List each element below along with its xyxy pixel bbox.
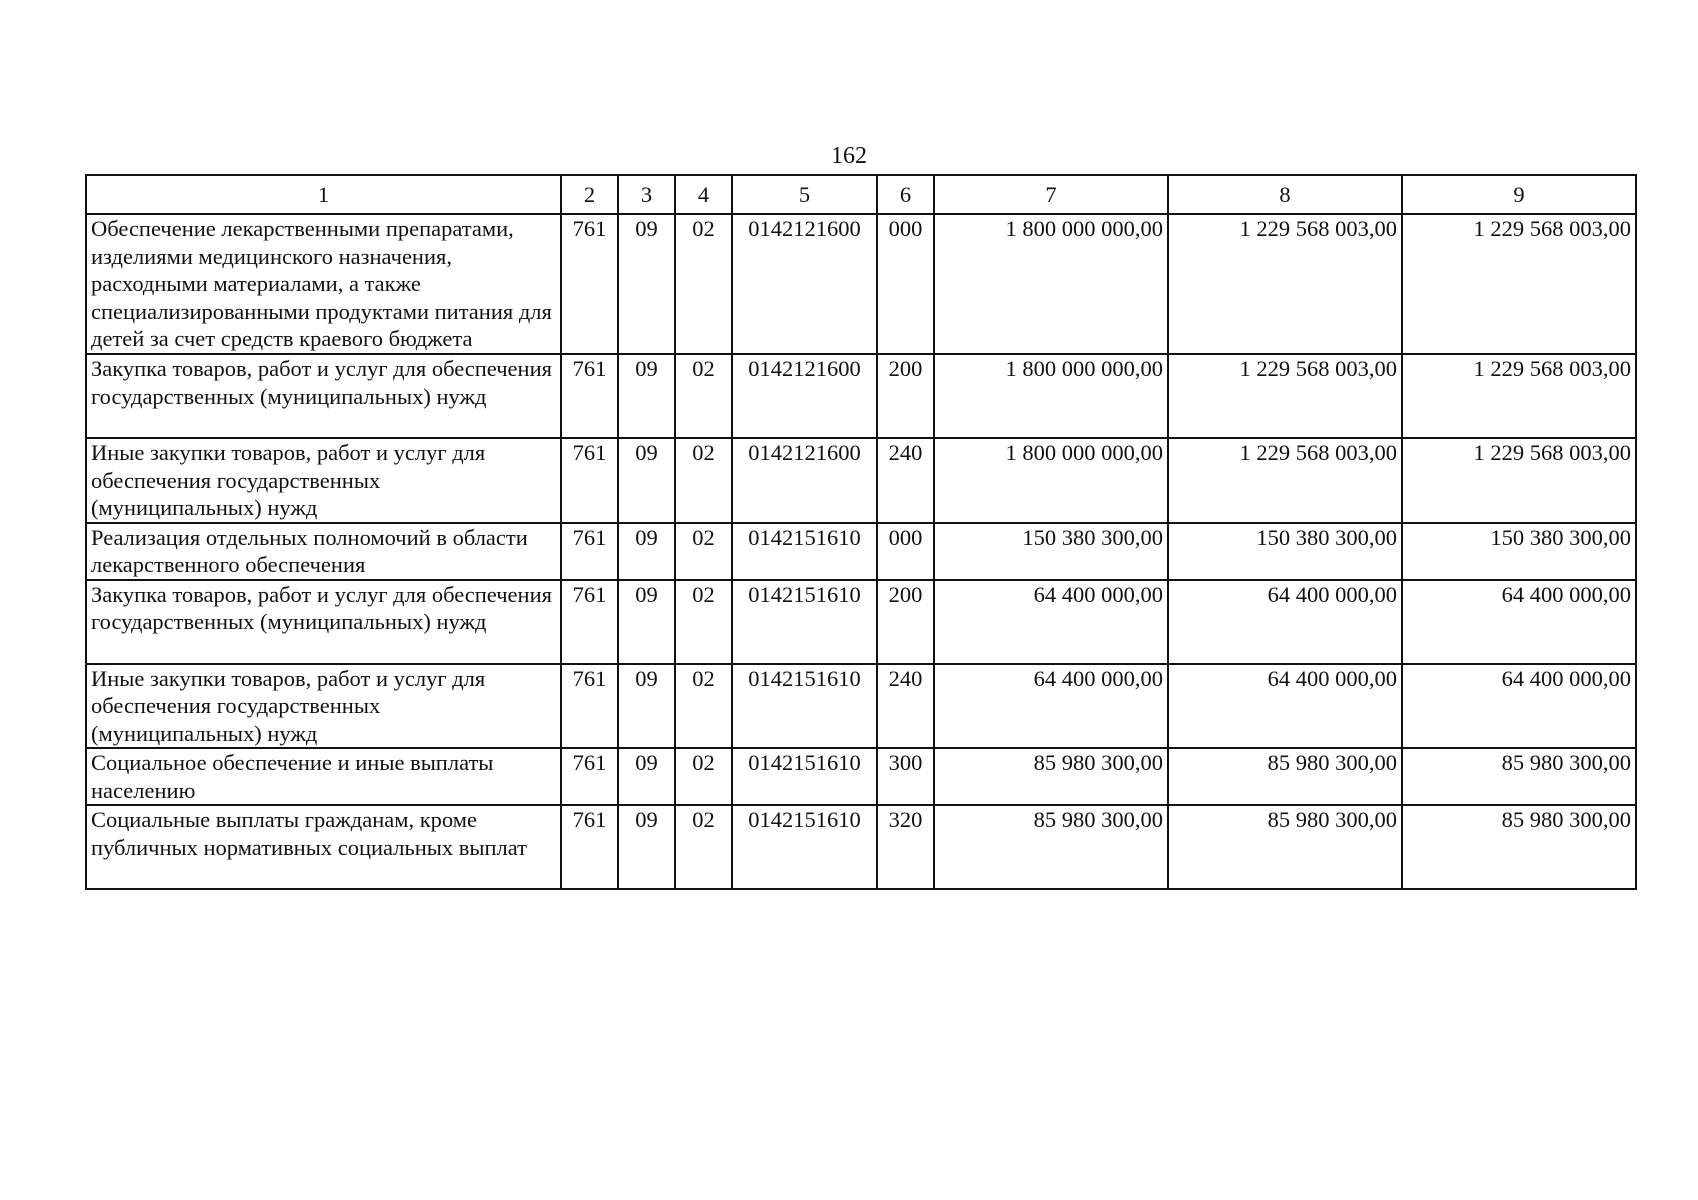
table-row bbox=[86, 523, 1636, 580]
column-header-6: 6 bbox=[877, 175, 934, 214]
expense-type-code: 000 bbox=[877, 214, 934, 354]
column-header-3: 3 bbox=[618, 175, 675, 214]
amount-col-8: 64 400 000,00 bbox=[1168, 580, 1402, 664]
amount-col-9: 1 229 568 003,00 bbox=[1402, 438, 1636, 523]
table-row bbox=[86, 580, 1636, 664]
row-name: Закупка товаров, работ и услуг для обеспечения государственных (муниципальных) нужд bbox=[86, 354, 561, 438]
row-name: Иные закупки товаров, работ и услуг для обеспечения государственных (муниципальных) нужд bbox=[86, 438, 561, 523]
expense-type-code: 300 bbox=[877, 748, 934, 805]
amount-col-7: 64 400 000,00 bbox=[934, 664, 1168, 749]
amount-col-7: 150 380 300,00 bbox=[934, 523, 1168, 580]
amount-col-8: 150 380 300,00 bbox=[1168, 523, 1402, 580]
amount-col-9: 85 980 300,00 bbox=[1402, 805, 1636, 889]
amount-col-7: 1 800 000 000,00 bbox=[934, 214, 1168, 354]
amount-col-8: 1 229 568 003,00 bbox=[1168, 354, 1402, 438]
section-code: 09 bbox=[618, 523, 675, 580]
row-name: Обеспечение лекарственными препаратами, изделиями медицинского назначения, расходными материалами, а также специализированными продуктами питания для детей за счет средств краевого бюджета bbox=[86, 214, 561, 354]
amount-col-7: 1 800 000 000,00 bbox=[934, 354, 1168, 438]
ministry-code: 761 bbox=[561, 748, 618, 805]
page-number: 162 bbox=[831, 143, 867, 169]
ministry-code: 761 bbox=[561, 805, 618, 889]
amount-col-9: 150 380 300,00 bbox=[1402, 523, 1636, 580]
subsection-code: 02 bbox=[675, 805, 732, 889]
target-article-code: 0142121600 bbox=[732, 354, 877, 438]
expense-type-code: 320 bbox=[877, 805, 934, 889]
section-code: 09 bbox=[618, 438, 675, 523]
section-code: 09 bbox=[618, 580, 675, 664]
column-number-header-row bbox=[86, 175, 1636, 214]
target-article-code: 0142151610 bbox=[732, 664, 877, 749]
ministry-code: 761 bbox=[561, 523, 618, 580]
amount-col-8: 85 980 300,00 bbox=[1168, 805, 1402, 889]
table-row bbox=[86, 748, 1636, 805]
amount-col-8: 64 400 000,00 bbox=[1168, 664, 1402, 749]
target-article-code: 0142151610 bbox=[732, 580, 877, 664]
row-name: Социальное обеспечение и иные выплаты населению bbox=[86, 748, 561, 805]
budget-table bbox=[85, 174, 1637, 890]
amount-col-9: 64 400 000,00 bbox=[1402, 580, 1636, 664]
row-name: Закупка товаров, работ и услуг для обеспечения государственных (муниципальных) нужд bbox=[86, 580, 561, 664]
ministry-code: 761 bbox=[561, 438, 618, 523]
column-header-5: 5 bbox=[732, 175, 877, 214]
column-header-1: 1 bbox=[86, 175, 561, 214]
subsection-code: 02 bbox=[675, 580, 732, 664]
section-code: 09 bbox=[618, 354, 675, 438]
expense-type-code: 200 bbox=[877, 354, 934, 438]
subsection-code: 02 bbox=[675, 438, 732, 523]
amount-col-7: 64 400 000,00 bbox=[934, 580, 1168, 664]
amount-col-7: 85 980 300,00 bbox=[934, 805, 1168, 889]
ministry-code: 761 bbox=[561, 214, 618, 354]
amount-col-9: 1 229 568 003,00 bbox=[1402, 354, 1636, 438]
subsection-code: 02 bbox=[675, 664, 732, 749]
amount-col-9: 1 229 568 003,00 bbox=[1402, 214, 1636, 354]
table-row bbox=[86, 214, 1636, 354]
subsection-code: 02 bbox=[675, 748, 732, 805]
target-article-code: 0142121600 bbox=[732, 214, 877, 354]
target-article-code: 0142151610 bbox=[732, 523, 877, 580]
expense-type-code: 200 bbox=[877, 580, 934, 664]
section-code: 09 bbox=[618, 805, 675, 889]
expense-type-code: 240 bbox=[877, 438, 934, 523]
section-code: 09 bbox=[618, 748, 675, 805]
expense-type-code: 240 bbox=[877, 664, 934, 749]
table-row bbox=[86, 664, 1636, 749]
amount-col-8: 1 229 568 003,00 bbox=[1168, 438, 1402, 523]
subsection-code: 02 bbox=[675, 214, 732, 354]
row-name: Социальные выплаты гражданам, кроме публичных нормативных социальных выплат bbox=[86, 805, 561, 889]
section-code: 09 bbox=[618, 214, 675, 354]
ministry-code: 761 bbox=[561, 354, 618, 438]
column-header-9: 9 bbox=[1402, 175, 1636, 214]
ministry-code: 761 bbox=[561, 664, 618, 749]
row-name: Реализация отдельных полномочий в области лекарственного обеспечения bbox=[86, 523, 561, 580]
amount-col-8: 85 980 300,00 bbox=[1168, 748, 1402, 805]
column-header-8: 8 bbox=[1168, 175, 1402, 214]
amount-col-9: 85 980 300,00 bbox=[1402, 748, 1636, 805]
row-name: Иные закупки товаров, работ и услуг для обеспечения государственных (муниципальных) нужд bbox=[86, 664, 561, 749]
column-header-7: 7 bbox=[934, 175, 1168, 214]
target-article-code: 0142121600 bbox=[732, 438, 877, 523]
amount-col-7: 1 800 000 000,00 bbox=[934, 438, 1168, 523]
column-header-2: 2 bbox=[561, 175, 618, 214]
target-article-code: 0142151610 bbox=[732, 805, 877, 889]
ministry-code: 761 bbox=[561, 580, 618, 664]
subsection-code: 02 bbox=[675, 354, 732, 438]
table-row bbox=[86, 805, 1636, 889]
subsection-code: 02 bbox=[675, 523, 732, 580]
amount-col-9: 64 400 000,00 bbox=[1402, 664, 1636, 749]
table-row bbox=[86, 438, 1636, 523]
target-article-code: 0142151610 bbox=[732, 748, 877, 805]
table-row bbox=[86, 354, 1636, 438]
expense-type-code: 000 bbox=[877, 523, 934, 580]
amount-col-7: 85 980 300,00 bbox=[934, 748, 1168, 805]
amount-col-8: 1 229 568 003,00 bbox=[1168, 214, 1402, 354]
section-code: 09 bbox=[618, 664, 675, 749]
column-header-4: 4 bbox=[675, 175, 732, 214]
